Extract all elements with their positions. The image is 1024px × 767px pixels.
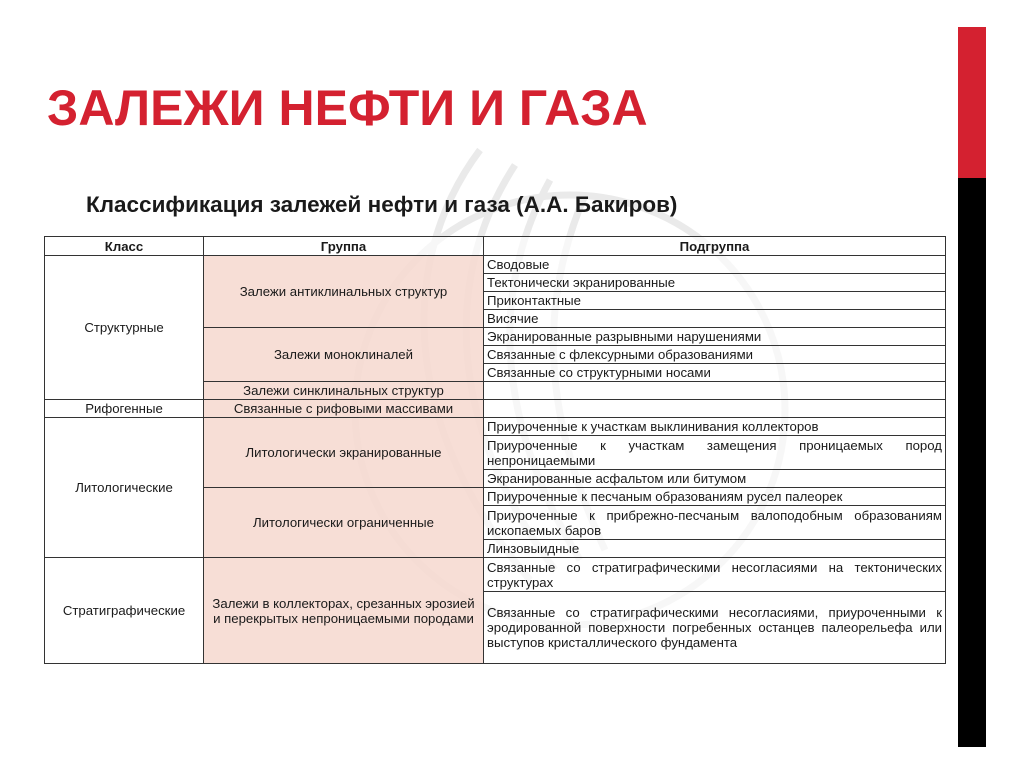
group-cell: Залежи синклинальных структур [204, 382, 484, 400]
subgroup-cell: Связанные со стратиграфическими несогласиями, приуроченными к эродированной поверхности погребенных останцев палеорельефа или выступов кристаллического фундамента [484, 592, 946, 664]
accent-bar-black [958, 178, 986, 747]
header-subgroup: Подгруппа [484, 237, 946, 256]
group-cell: Литологически ограниченные [204, 488, 484, 558]
subgroup-cell: Связанные с флексурными образованиями [484, 346, 946, 364]
table-row [45, 256, 946, 274]
class-cell-stratigraphic: Стратиграфические [45, 558, 204, 664]
subgroup-cell: Приуроченные к песчаным образованиям русел палеорек [484, 488, 946, 506]
table-header-row [45, 237, 946, 256]
class-cell-structural: Структурные [45, 256, 204, 400]
slide-title: ЗАЛЕЖИ НЕФТИ И ГАЗА [47, 80, 648, 136]
group-cell: Залежи моноклиналей [204, 328, 484, 382]
subgroup-cell: Экранированные асфальтом или битумом [484, 470, 946, 488]
table-row [45, 400, 946, 418]
subgroup-cell: Приуроченные к участкам выклинивания коллекторов [484, 418, 946, 436]
subgroup-cell-empty [484, 400, 946, 418]
group-cell: Связанные с рифовыми массивами [204, 400, 484, 418]
subgroup-cell: Связанные со стратиграфическими несогласиями на тектонических структурах [484, 558, 946, 592]
subgroup-cell: Сводовые [484, 256, 946, 274]
subgroup-cell: Связанные со структурными носами [484, 364, 946, 382]
header-class: Класс [45, 237, 204, 256]
subgroup-cell-empty [484, 382, 946, 400]
table-caption: Классификация залежей нефти и газа (А.А. Бакиров) [86, 192, 678, 217]
classification-table [44, 236, 946, 664]
class-cell-reef: Рифогенные [45, 400, 204, 418]
class-cell-lithological: Литологические [45, 418, 204, 558]
header-group: Группа [204, 237, 484, 256]
subgroup-cell: Экранированные разрывными нарушениями [484, 328, 946, 346]
subgroup-cell: Приконтактные [484, 292, 946, 310]
table-row [45, 558, 946, 592]
accent-bar-red [958, 27, 986, 178]
group-cell: Залежи антиклинальных структур [204, 256, 484, 328]
table-row [45, 418, 946, 436]
subgroup-cell: Приуроченные к участкам замещения проницаемых пород непроницаемыми [484, 436, 946, 470]
group-cell: Залежи в коллекторах, срезанных эрозией и перекрытых непроницаемыми породами [204, 558, 484, 664]
group-cell: Литологически экранированные [204, 418, 484, 488]
subgroup-cell: Тектонически экранированные [484, 274, 946, 292]
subgroup-cell: Линзовыидные [484, 540, 946, 558]
subgroup-cell: Приуроченные к прибрежно-песчаным валоподобным образованиям ископаемых баров [484, 506, 946, 540]
subgroup-cell: Висячие [484, 310, 946, 328]
